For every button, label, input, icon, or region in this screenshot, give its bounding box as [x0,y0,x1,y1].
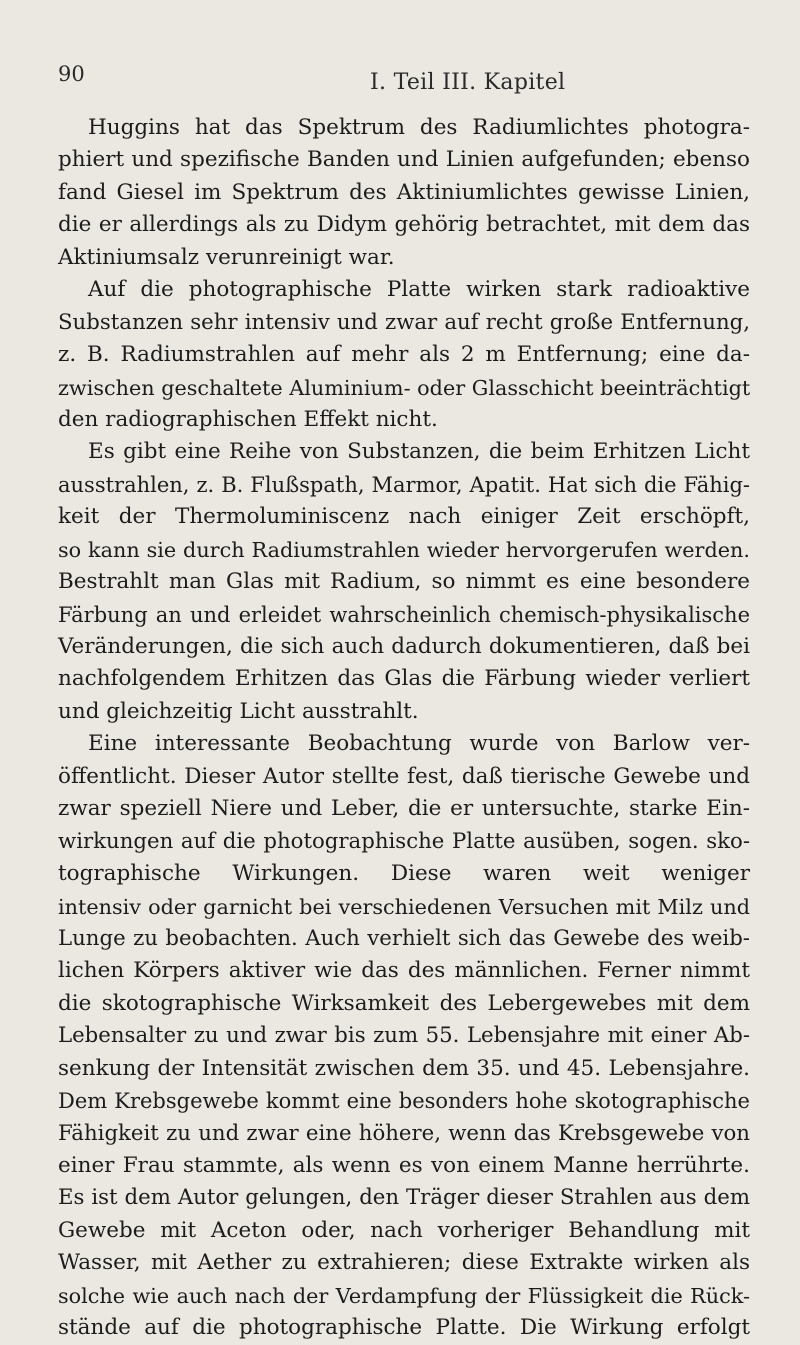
text-line: Veränderungen, die sich auch dadurch dokumentieren, daß bei [58,634,750,659]
text-line: solche wie auch nach der Verdampfung der Flüssigkeit die Rück- [58,1283,750,1308]
text-line: Huggins hat das Spektrum des Radiumlichtes photogra- [88,115,750,140]
text-line: tographische Wirkungen. Diese waren weit weniger [58,861,750,887]
text-line: phiert und spezifische Banden und Linien aufgefunden; ebenso [58,147,750,173]
text-line: wirkungen auf die photographische Platte ausüben, sogen. sko- [58,828,750,854]
text-line: Gewebe mit Aceton oder, nach vorheriger Behandlung mit [58,1217,750,1243]
text-line: öffentlicht. Dieser Autor stellte fest, daß tierische Gewebe und [58,763,750,789]
text-line: den radiographischen Effekt nicht. [58,406,438,432]
text-line: zwischen geschaltete Aluminium- oder Glasschicht beeinträchtigt [58,375,751,400]
text-line: ausstrahlen, z. B. Flußspath, Marmor, Apatit. Hat sich die Fähig- [58,472,750,497]
text-line: nachfolgendem Erhitzen das Glas die Färbung wieder verliert [58,666,750,692]
text-line: Es ist dem Autor gelungen, den Träger dieser Strahlen aus dem [58,1185,750,1211]
text-line: Wasser, mit Aether zu extrahieren; diese Extrakte wirken als [58,1250,750,1276]
text-line: fand Giesel im Spektrum des Aktiniumlichtes gewisse Linien, [58,179,750,205]
text-line: zwar speziell Niere und Leber, die er untersuchte, starke Ein- [58,796,750,822]
text-line: z. B. Radiumstrahlen auf mehr als 2 m Entfernung; eine da- [58,342,750,368]
text-line: Färbung an und erleidet wahrscheinlich chemisch-physikalische [58,602,750,627]
text-line: intensiv oder garnicht bei verschiedenen Versuchen mit Milz und [58,894,750,919]
page-header [58,62,748,96]
text-line: Bestrahlt man Glas mit Radium, so nimmt es eine besondere [58,569,750,595]
text-line: so kann sie durch Radiumstrahlen wieder hervorgerufen werden. [58,537,750,562]
text-line: Es gibt eine Reihe von Substanzen, die beim Erhitzen Licht [88,439,750,465]
text-line: und gleichzeitig Licht ausstrahlt. [58,698,419,724]
text-line: stände auf die photographische Platte. Die Wirkung erfolgt [58,1315,750,1341]
text-line: Dem Krebsgewebe kommt eine besonders hohe skotographische [58,1089,750,1114]
text-line: die skotographische Wirksamkeit des Lebergewebes mit dem [58,990,750,1016]
text-line: senkung der Intensität zwischen dem 35. und 45. Lebensjahre. [58,1055,750,1081]
text-line: Lebensalter zu und zwar bis zum 55. Lebensjahre mit einer Ab- [58,1023,750,1049]
text-line: Auf die photographische Platte wirken stark radioaktive [88,277,750,303]
text-line: Lunge zu beobachten. Auch verhielt sich das Gewebe des weib- [58,925,750,951]
text-line: Substanzen sehr intensiv und zwar auf recht große Entfernung, [58,309,750,335]
text-line: die er allerdings als zu Didym gehörig betrachtet, mit dem das [58,212,750,238]
text-line: lichen Körpers aktiver wie das des männlichen. Ferner nimmt [58,958,750,984]
text-line: Eine interessante Beobachtung wurde von Barlow ver- [88,731,750,757]
body-text [58,112,750,1345]
text-line: Aktiniumsalz verunreinigt war. [58,244,395,270]
page-number: 90 [58,62,85,86]
text-line: Fähigkeit zu und zwar eine höhere, wenn das Krebsgewebe von [58,1120,750,1146]
text-line: einer Frau stammte, als wenn es von einem Manne herrührte. [58,1153,750,1178]
text-line: keit der Thermoluminiscenz nach einiger Zeit erschöpft, [58,504,750,530]
running-head: I. Teil III. Kapitel [370,70,566,95]
